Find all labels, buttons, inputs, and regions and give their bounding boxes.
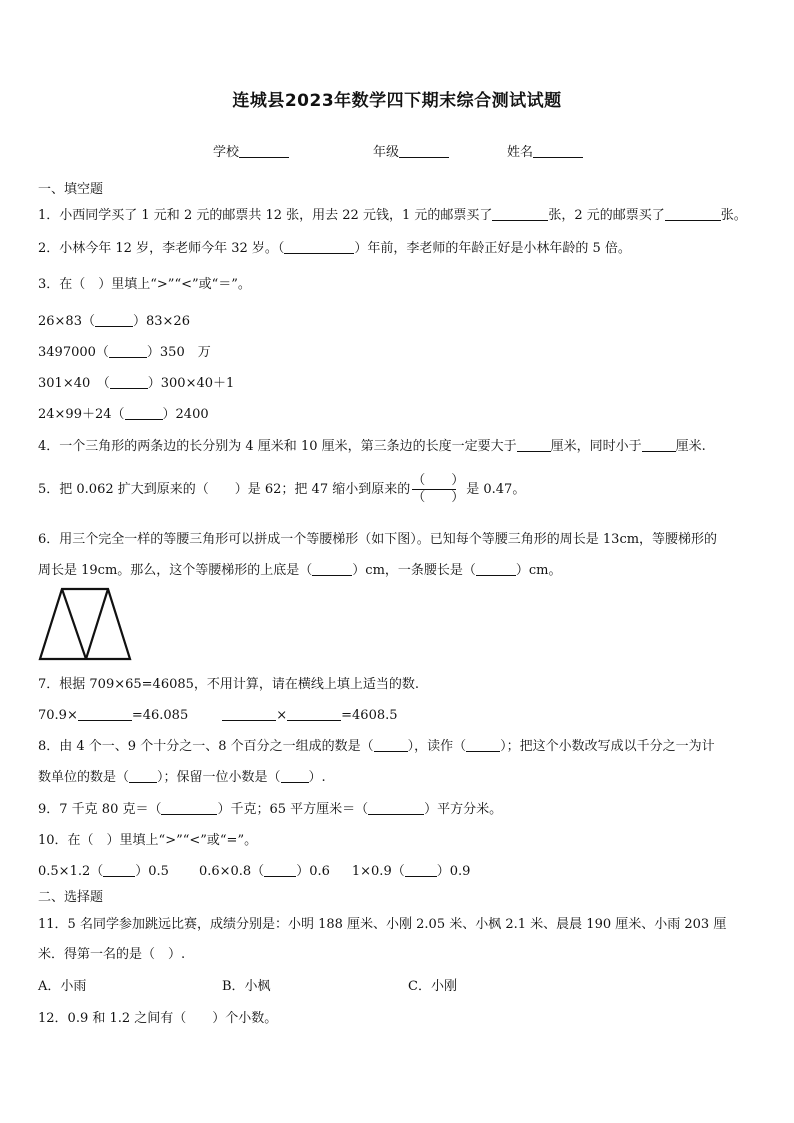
q3-r4-a: 24×99＋24（ <box>38 407 125 422</box>
q3-r4-b: ）2400 <box>162 407 209 422</box>
q10-b-text-2: ）0.6 <box>296 864 330 879</box>
q7-blank-3 <box>287 708 341 721</box>
q3-row-3 <box>38 375 234 393</box>
q3-r3-b: ）300×40＋1 <box>147 376 235 391</box>
q5-fraction <box>412 473 464 506</box>
q9-blank-2 <box>368 802 424 815</box>
grade-blank <box>399 145 449 158</box>
school-field <box>213 141 289 160</box>
q11-option-b: B．小枫 <box>222 979 271 994</box>
q3-r4-blank <box>125 407 163 420</box>
question-8-line-2 <box>38 769 326 787</box>
q9-blank-1 <box>161 802 217 815</box>
question-6-line-1: 6．用三个完全一样的等腰三角形可以拼成一个等腰梯形（如下图）。已知每个等腰三角形的周长是 13cm，等腰梯形的 <box>38 532 718 547</box>
name-label: 姓名 <box>507 145 534 160</box>
q8-text-b: ），读作（ <box>407 739 467 754</box>
q7-text-d: =4608.5 <box>341 708 398 723</box>
trapezoid-figure <box>38 587 134 665</box>
q8-text-d: 数单位的数是（ <box>38 770 130 785</box>
q10-c-blank <box>405 864 437 877</box>
q8-blank-1 <box>374 739 408 752</box>
trapezoid-divider-right <box>86 589 108 659</box>
q8-text-c: ）；把这个小数改写成以千分之一为计 <box>500 739 715 754</box>
q3-row-2 <box>38 344 211 362</box>
q3-r2-b: ）350 万 <box>146 345 211 360</box>
q1-text-c: 张。 <box>720 208 747 223</box>
q4-text-c: 厘米. <box>675 439 706 454</box>
q2-blank <box>284 241 354 254</box>
q6-blank-1 <box>312 563 352 576</box>
q7-text-a: 70.9× <box>38 708 78 723</box>
q5-fraction-denominator: （ ） <box>412 490 465 505</box>
q10-b-blank <box>264 864 296 877</box>
question-11-line-1: 11．5 名同学参加跳远比赛，成绩分别是：小明 188 厘米、小刚 2.05 米、小枫 2.1 米、晨晨 190 厘米、小雨 203 厘 <box>38 917 727 932</box>
question-10-items <box>38 863 470 881</box>
q8-blank-2 <box>466 739 500 752</box>
trapezoid-outline <box>40 589 130 659</box>
q2-text-b: ）年前，李老师的年龄正好是小林年龄的 5 倍。 <box>354 241 631 256</box>
question-7-items <box>38 707 398 725</box>
q9-text-c: ）平方分米。 <box>424 802 503 817</box>
q6-text-b: ）cm，一条腰长是（ <box>352 563 476 578</box>
q10-c-text-2: ）0.9 <box>436 864 471 879</box>
page-title: 连城县2023年数学四下期末综合测试试题 <box>232 91 562 111</box>
q1-text-a: 1．小西同学买了 1 元和 2 元的邮票共 12 张，用去 22 元钱，1 元的邮票买了 <box>38 208 493 223</box>
q7-blank-1 <box>78 708 132 721</box>
q11-option-c: C．小刚 <box>408 979 457 994</box>
q3-r1-b: ）83×26 <box>132 314 190 329</box>
grade-label: 年级 <box>373 145 400 160</box>
q1-blank-1 <box>492 208 548 221</box>
trapezoid-divider-left <box>62 589 86 659</box>
q4-text-b: 厘米，同时小于 <box>550 439 642 454</box>
q8-text-e: ）；保留一位小数是（ <box>157 770 281 785</box>
q8-blank-4 <box>281 770 309 783</box>
question-10-stem: 10．在（ ）里填上“>”“<”或“=”。 <box>38 833 258 848</box>
q3-r2-blank <box>109 345 147 358</box>
q7-text-b: =46.085 <box>131 708 189 723</box>
section-choice-heading: 二、选择题 <box>38 890 104 905</box>
q5-text-a: 5．把 0.062 扩大到原来的（ ）是 62；把 47 缩小到原来的 <box>38 482 411 497</box>
q6-text-c: ）cm。 <box>515 563 562 578</box>
q6-text-a: 周长是 19cm。那么，这个等腰梯形的上底是（ <box>38 563 313 578</box>
question-4 <box>38 438 706 456</box>
q6-blank-2 <box>476 563 516 576</box>
q3-r2-a: 3497000（ <box>38 345 109 360</box>
q3-r1-blank <box>95 314 133 327</box>
section-fill-heading: 一、填空题 <box>38 182 104 197</box>
q2-text-a: 2．小林今年 12 岁，李老师今年 32 岁。（ <box>38 241 285 256</box>
q5-fraction-numerator: （ ） <box>412 473 465 488</box>
question-11-line-2: 米．得第一名的是（ ）. <box>38 947 186 962</box>
q3-row-1 <box>38 313 190 331</box>
q3-r1-a: 26×83（ <box>38 314 95 329</box>
q8-text-a: 8．由 4 个一、9 个十分之一、8 个百分之一组成的数是（ <box>38 739 374 754</box>
q11-option-a: A．小雨 <box>38 979 87 994</box>
q10-c-text-1: 1×0.9（ <box>351 864 405 879</box>
q8-text-f: ）. <box>308 770 326 785</box>
q5-text-b: 是 0.47。 <box>466 482 526 497</box>
question-5 <box>38 468 525 512</box>
name-field <box>507 141 583 160</box>
q4-blank-1 <box>517 439 551 452</box>
q1-text-b: 张，2 元的邮票买了 <box>548 208 665 223</box>
q10-b-text-1: 0.6×0.8（ <box>198 864 265 879</box>
q9-text-a: 9．7 千克 80 克＝（ <box>38 802 162 817</box>
q7-blank-2 <box>222 708 276 721</box>
q3-row-4 <box>38 406 209 424</box>
school-blank <box>239 145 289 158</box>
q1-blank-2 <box>665 208 721 221</box>
question-12: 12．0.9 和 1.2 之间有（ ）个小数。 <box>38 1011 278 1026</box>
q7-text-c: × <box>276 708 288 723</box>
q8-blank-3 <box>129 770 157 783</box>
question-1 <box>38 207 747 225</box>
school-label: 学校 <box>213 145 240 160</box>
question-6-line-2 <box>38 562 562 580</box>
question-3-stem: 3．在（ ）里填上“>”“<”或“＝”。 <box>38 277 251 292</box>
q3-r3-a: 301×40 （ <box>38 376 110 391</box>
question-2 <box>38 240 631 258</box>
q9-text-b: ）千克；65 平方厘米＝（ <box>217 802 369 817</box>
q10-a-text-1: 0.5×1.2（ <box>38 864 104 879</box>
q4-text-a: 4．一个三角形的两条边的长分别为 4 厘米和 10 厘米，第三条边的长度一定要大于 <box>38 439 517 454</box>
name-blank <box>533 145 583 158</box>
q10-a-text-2: ）0.5 <box>135 864 169 879</box>
q10-a-blank <box>103 864 135 877</box>
q3-r3-blank <box>110 376 148 389</box>
question-9 <box>38 801 502 819</box>
q4-blank-2 <box>642 439 676 452</box>
question-8-line-1 <box>38 738 715 756</box>
question-7-stem: 7．根据 709×65=46085，不用计算，请在横线上填上适当的数. <box>38 677 420 692</box>
grade-field <box>373 141 449 160</box>
